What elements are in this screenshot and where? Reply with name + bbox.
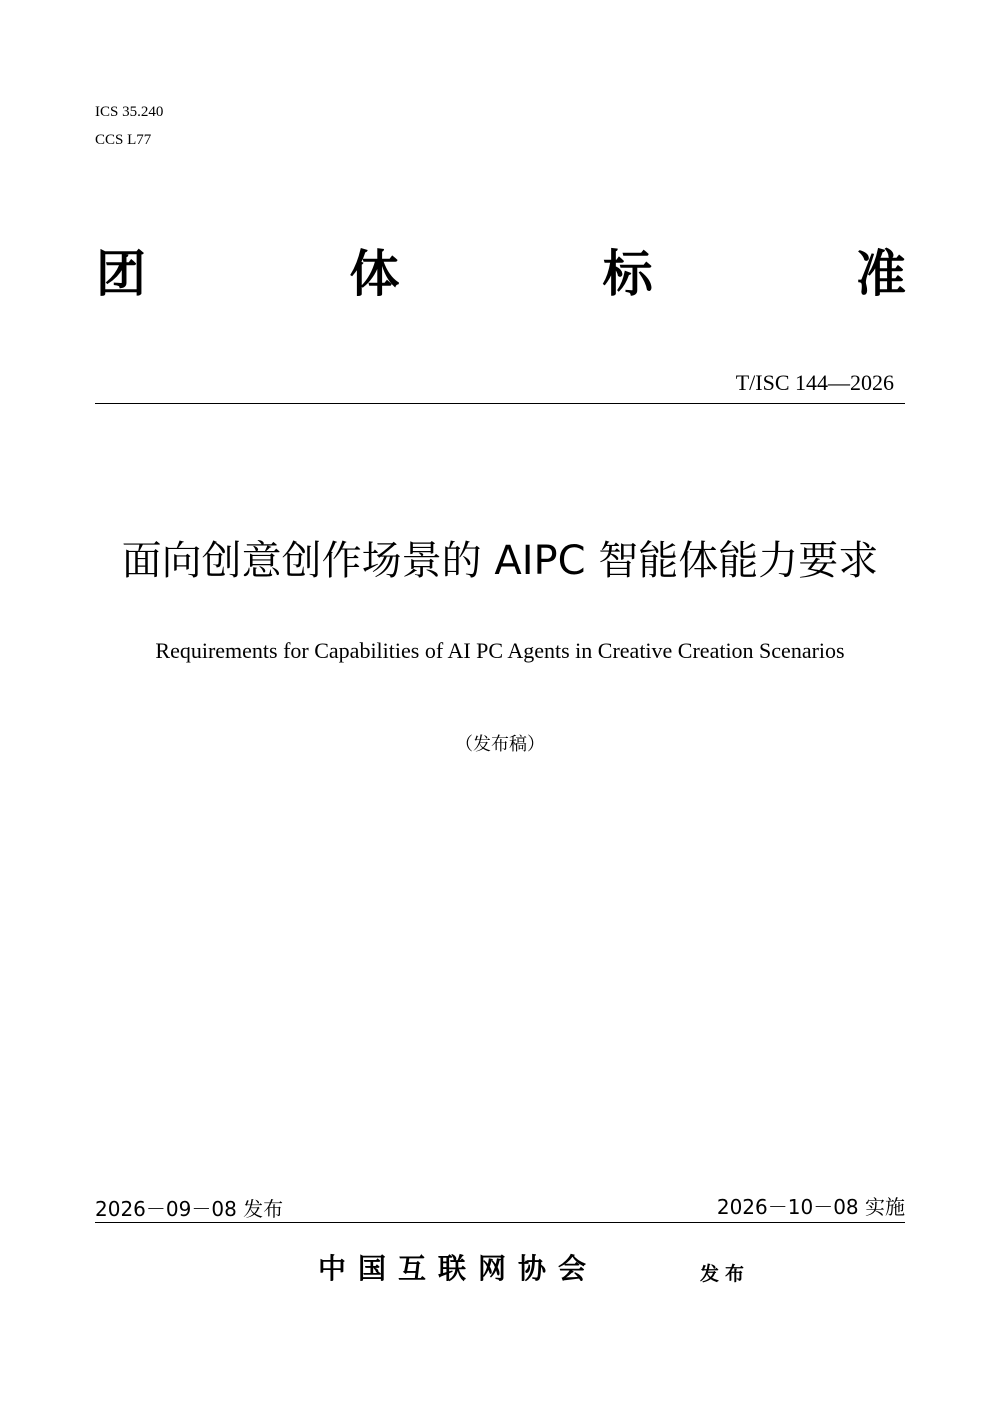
publish-date: 2026－09－08 发布 (95, 1197, 284, 1221)
draft-status: （发布稿） (455, 734, 545, 755)
heading-char-2: 体 (349, 244, 400, 303)
title-english: Requirements for Capabilities of AI PC Agents in Creative Creation Scenarios (155, 638, 845, 663)
top-divider (95, 403, 905, 404)
heading-char-4: 准 (855, 244, 906, 303)
heading-char-1: 团 (96, 244, 146, 303)
classification-codes (95, 98, 163, 154)
publisher-action: 发布 (700, 1263, 751, 1285)
title-chinese: 面向创意创作场景的 AIPC 智能体能力要求 (121, 538, 879, 584)
ccs-code: CCS L77 (95, 132, 152, 148)
standard-number: T/ISC 144—2026 (735, 370, 894, 395)
publisher-name: 中国互联网协会 (318, 1252, 599, 1285)
heading-char-3: 标 (602, 244, 653, 303)
ics-code: ICS 35.240 (95, 104, 164, 120)
standard-type-heading (96, 242, 906, 306)
implement-date: 2026－10－08 实施 (716, 1195, 905, 1219)
bottom-divider (95, 1222, 905, 1223)
